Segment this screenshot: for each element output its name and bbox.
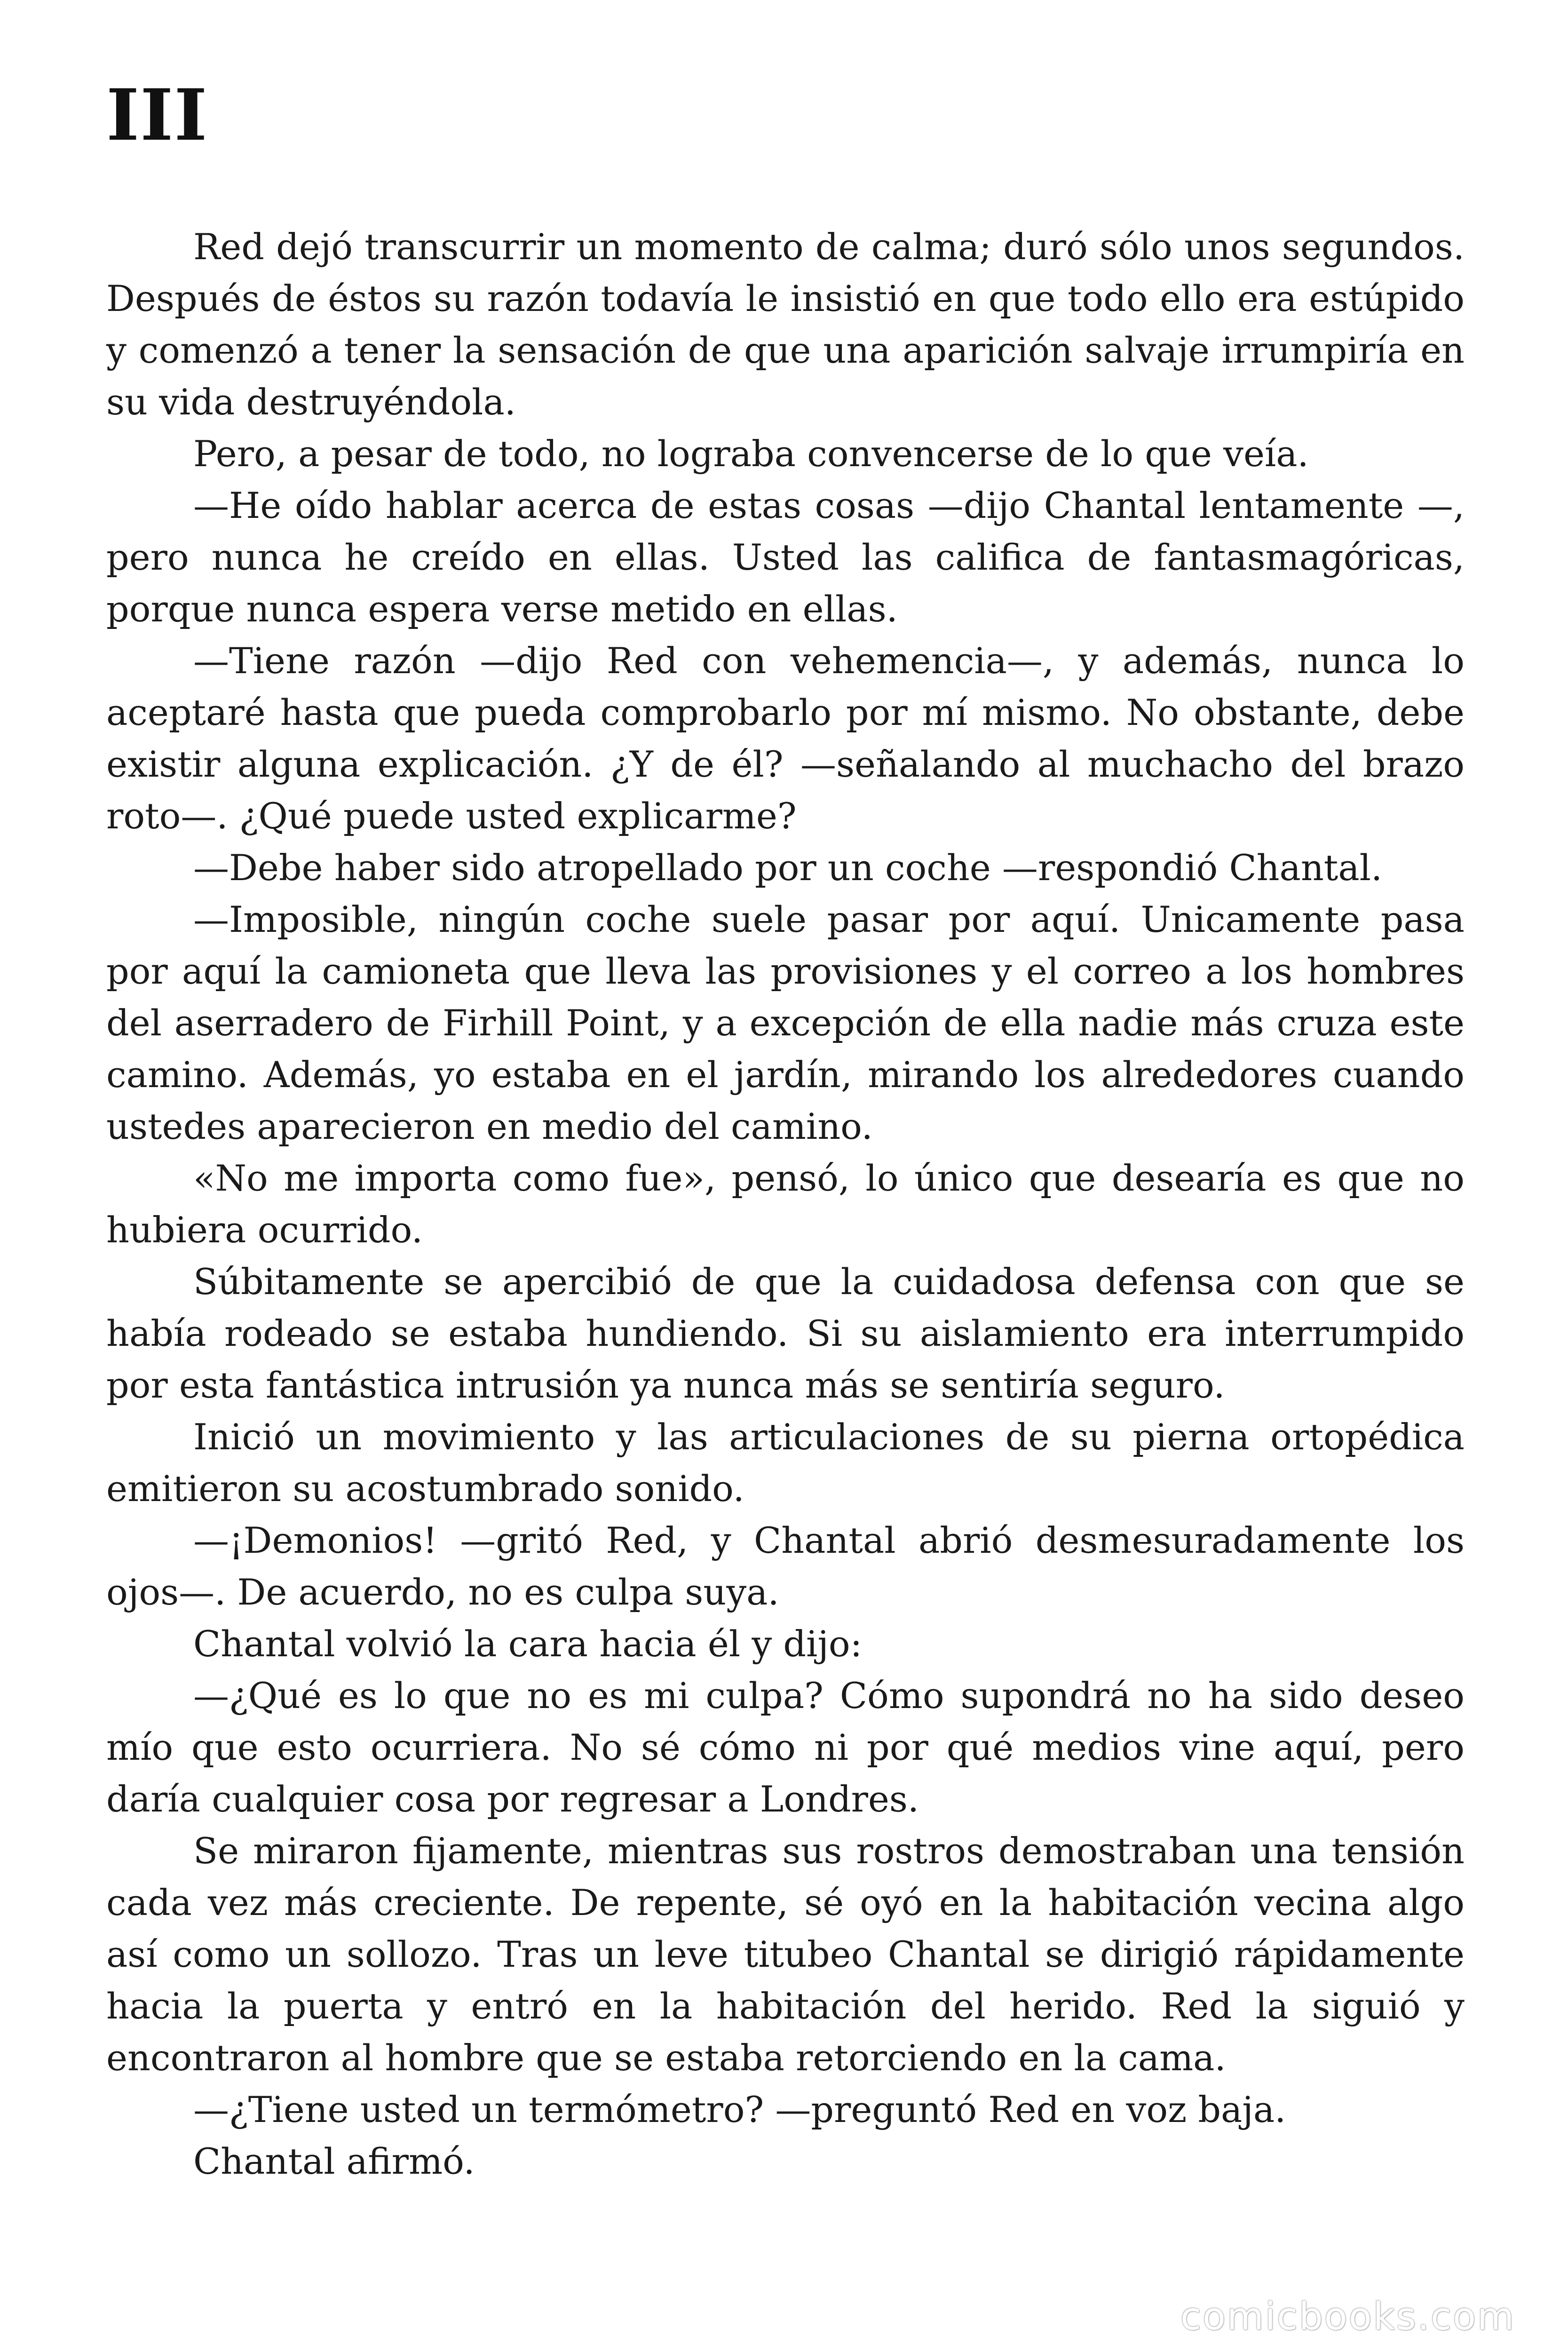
- paragraph: Chantal afirmó.: [193, 2140, 475, 2182]
- paragraph: —¡Demonios! —gritó Red, y Chantal abrió desmesuradamente los ojos—. De acuerdo, no es culpa suya.: [106, 1519, 1465, 1613]
- paragraph: —He oído hablar acerca de estas cosas —dijo Chantal lentamente —, pero nunca he creído en ellas. Usted las califica de fantasmagóricas, porque nunca espera verse metido en ellas.: [106, 485, 1465, 630]
- paragraph: Pero, a pesar de todo, no lograba convencerse de lo que veía.: [193, 433, 1309, 475]
- chapter-title: III: [106, 74, 208, 157]
- paragraph: «No me importa como fue», pensó, lo único que desearía es que no hubiera ocurrido.: [106, 1157, 1465, 1251]
- paragraph: —¿Qué es lo que no es mi culpa? Cómo supondrá no ha sido deseo mío que esto ocurriera. No sé cómo ni por qué medios vine aquí, pero daría cualquier cosa por regresar a Londres.: [106, 1675, 1465, 1820]
- paragraph: Súbitamente se apercibió de que la cuidadosa defensa con que se había rodeado se estaba hundiendo. Si su aislamiento era interrumpido por esta fantástica intrusión ya nunca más se sentiría seguro.: [106, 1261, 1465, 1406]
- paragraph: Chantal volvió la cara hacia él y dijo:: [193, 1623, 863, 1665]
- paragraph: —¿Tiene usted un termómetro? —preguntó Red en voz baja.: [193, 2089, 1286, 2130]
- paragraph: Inició un movimiento y las articulaciones de su pierna ortopédica emitieron su acostumbrado sonido.: [106, 1416, 1465, 1510]
- paragraph: —Tiene razón —dijo Red con vehemencia—, y además, nunca lo aceptaré hasta que pueda comprobarlo por mí mismo. No obstante, debe existir alguna explicación. ¿Y de él? —señalando al muchacho del brazo roto—. ¿Qué puede usted explicarme?: [106, 640, 1465, 837]
- chapter-body: [106, 221, 1465, 2187]
- watermark: comicbooks.com: [1180, 2295, 1515, 2338]
- paragraph: Se miraron fijamente, mientras sus rostros demostraban una tensión cada vez más creciente. De repente, sé oyó en la habitación vecina algo así como un sollozo. Tras un leve titubeo Chantal se dirigió rápidamente hacia la puerta y entró en la habitación del herido. Red la siguió y encontraron al hombre que se estaba retorciendo en la cama.: [106, 1830, 1465, 2079]
- paragraph: —Imposible, ningún coche suele pasar por aquí. Unicamente pasa por aquí la camioneta que lleva las provisiones y el correo a los hombres del aserradero de Firhill Point, y a excepción de ella nadie más cruza este camino. Además, yo estaba en el jardín, mirando los alrededores cuando ustedes aparecieron en medio del camino.: [106, 898, 1465, 1147]
- paragraph: Red dejó transcurrir un momento de calma; duró sólo unos segundos. Después de éstos su razón todavía le insistió en que todo ello era estúpido y comenzó a tener la sensación de que una aparición salvaje irrumpiría en su vida destruyéndola.: [106, 226, 1465, 423]
- paragraph: —Debe haber sido atropellado por un coche —respondió Chantal.: [193, 847, 1383, 889]
